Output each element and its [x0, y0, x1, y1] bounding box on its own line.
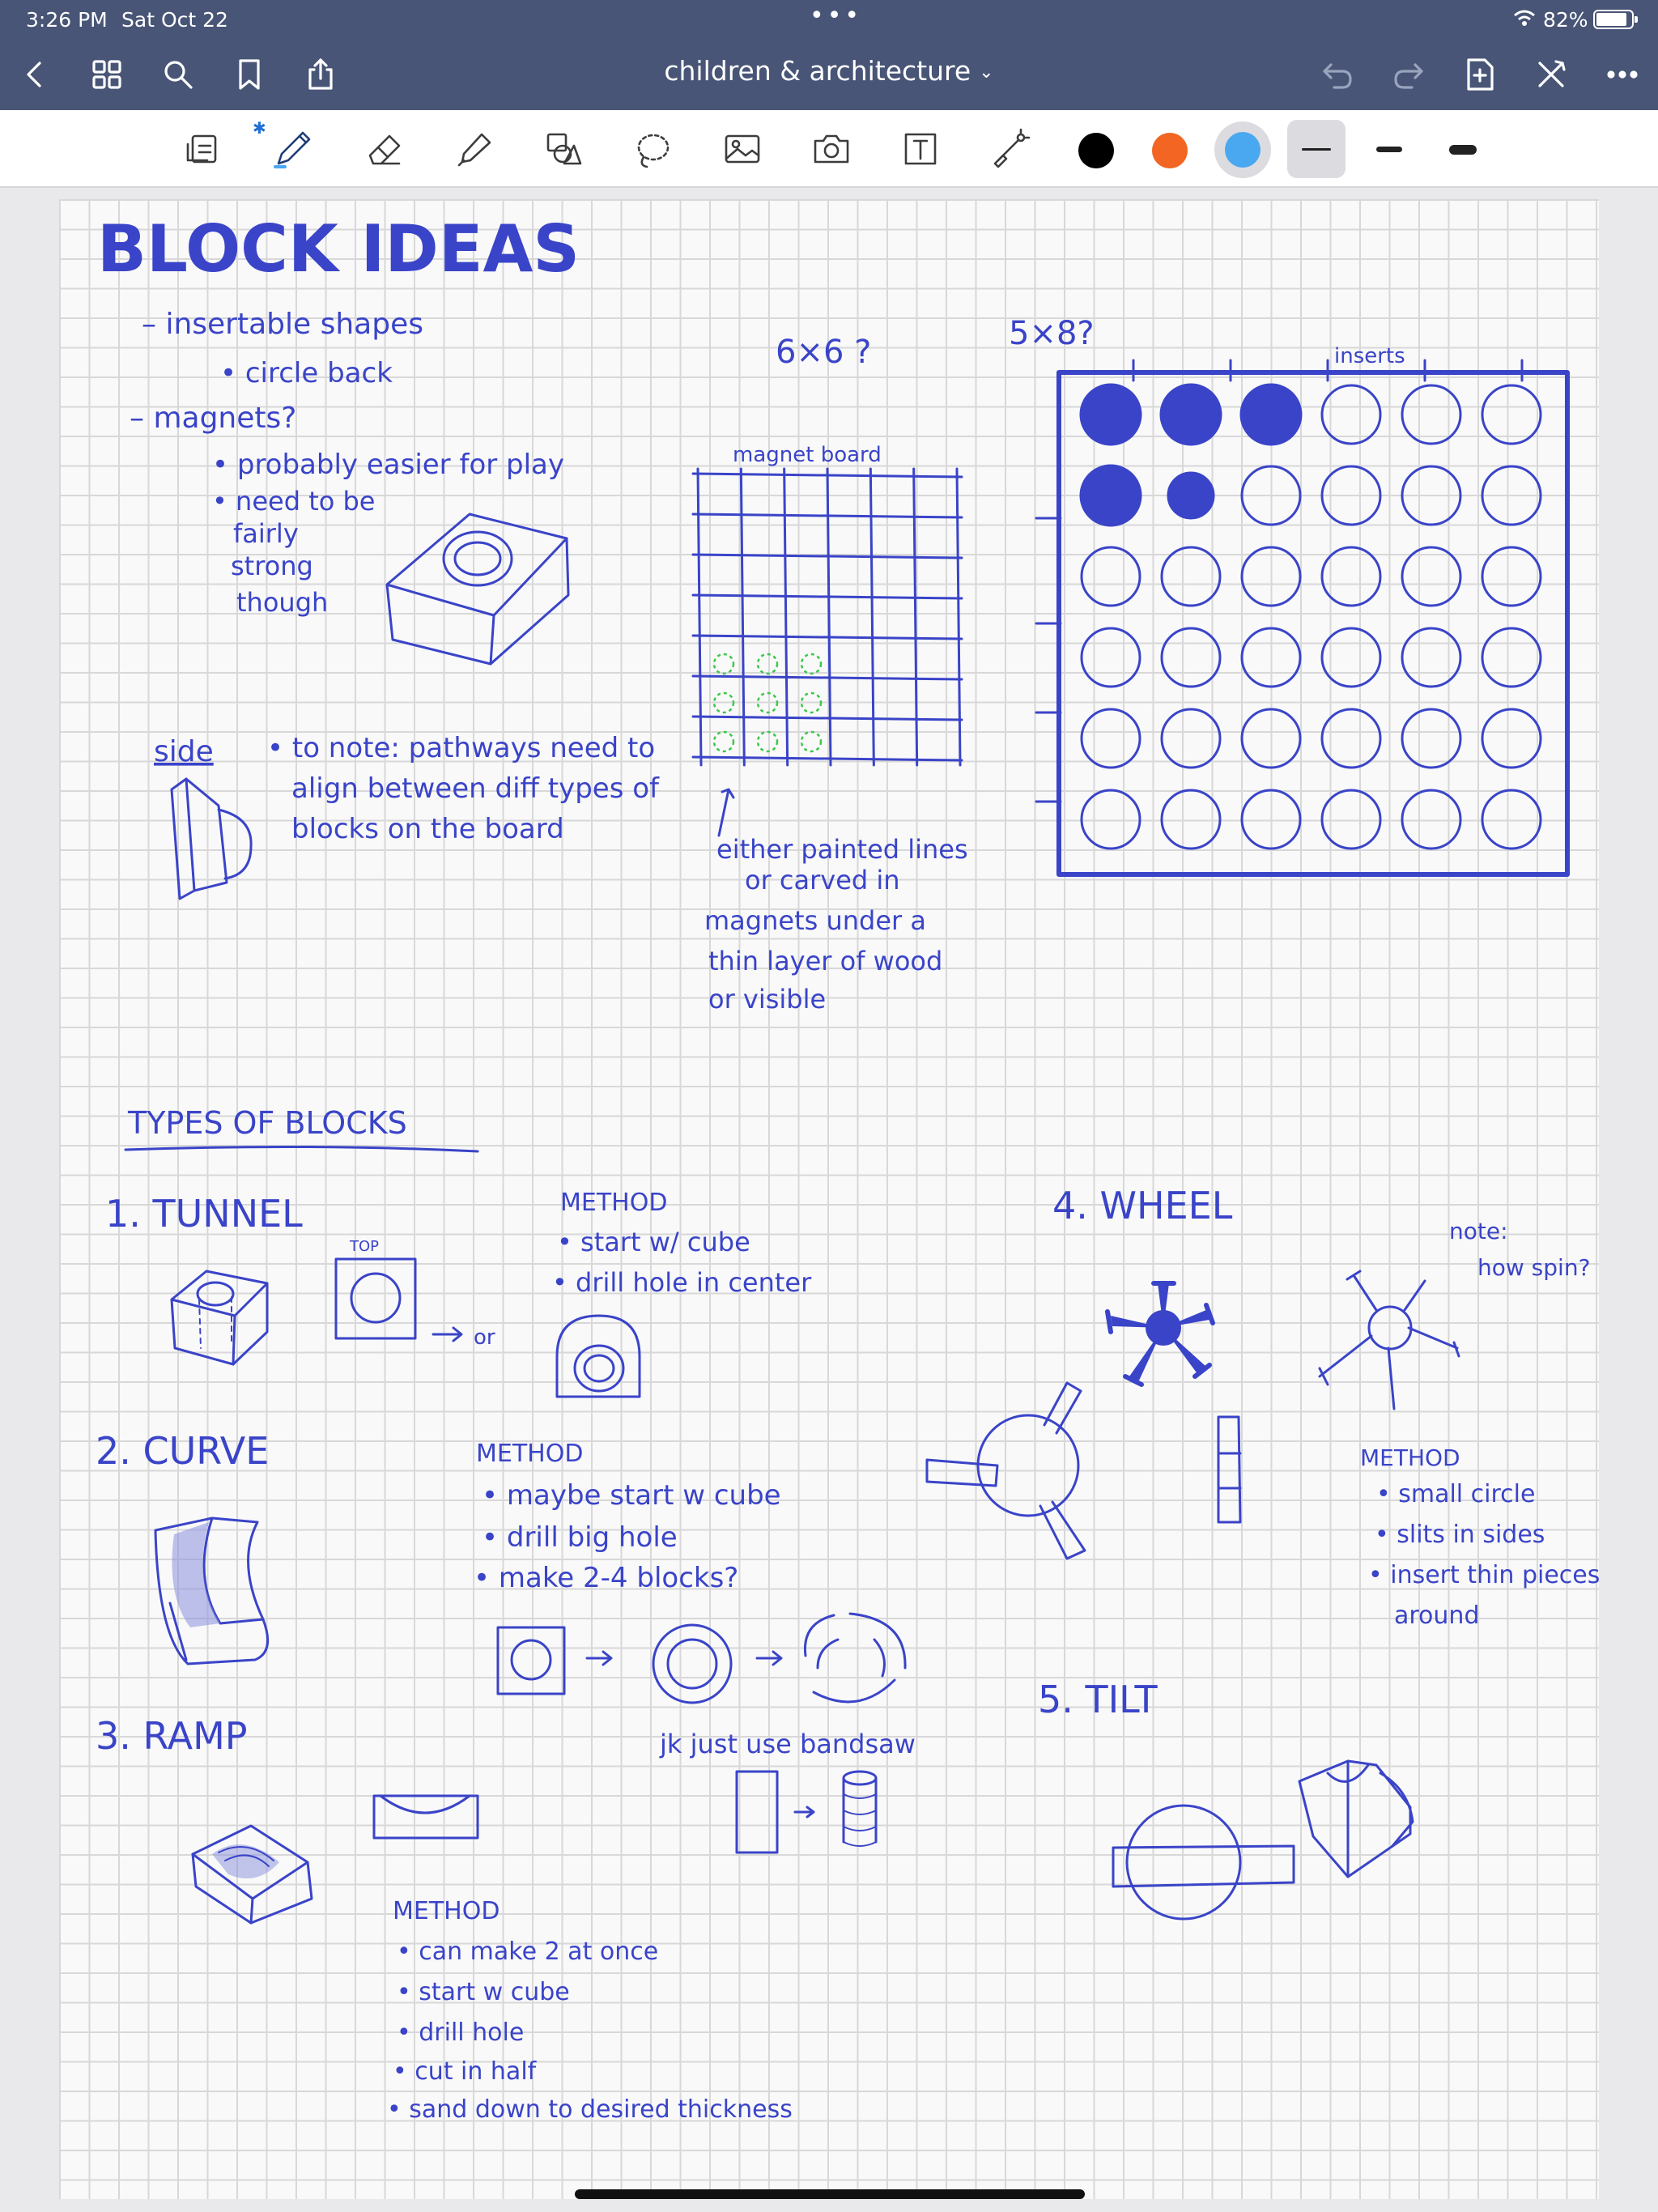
idea-easier: • probably easier for play: [212, 449, 565, 481]
magnet-board-line: [693, 676, 962, 679]
bluetooth-icon: ✱: [253, 118, 266, 138]
wheel-slits-sketch: [1320, 1271, 1459, 1409]
magnet-board-line: [693, 717, 962, 720]
multitasking-dots[interactable]: •••: [810, 2, 863, 30]
either-line1: either painted lines: [716, 834, 968, 865]
wheel-step-4: around: [1394, 1602, 1480, 1630]
idea-though: though: [236, 587, 329, 618]
insert-empty: [1482, 790, 1541, 849]
tunnel-cube-sketch: [172, 1271, 267, 1364]
document-title-text: children & architecture: [664, 55, 971, 87]
insert-empty: [1322, 628, 1380, 687]
magnet-dot-green: [758, 693, 777, 713]
insert-empty: [1402, 547, 1460, 606]
tilt-label: 5. TILT: [1038, 1678, 1158, 1721]
types-heading: TYPES OF BLOCKS: [128, 1105, 407, 1141]
insert-empty: [1162, 709, 1220, 768]
side-label: side: [154, 735, 214, 768]
tunnel-or: or: [474, 1325, 495, 1350]
curve-block-sketch: [155, 1518, 268, 1664]
curve-jk-note: jk just use bandsaw: [660, 1729, 916, 1759]
insert-empty: [1482, 547, 1541, 606]
insert-empty: [1242, 466, 1300, 525]
curve-step-3: • make 2-4 blocks?: [474, 1562, 739, 1594]
ramp-method-label: METHOD: [393, 1897, 500, 1925]
wheel-step-2: • slits in sides: [1375, 1521, 1545, 1549]
pathways-note-line1: • to note: pathways need to: [267, 732, 656, 764]
insert-empty: [1082, 709, 1140, 768]
tunnel-method-label: METHOD: [560, 1189, 668, 1217]
insert-filled: [1161, 385, 1221, 445]
insert-empty: [1402, 790, 1460, 849]
wheel-note-line1: note:: [1449, 1218, 1508, 1244]
magnet-dot-green: [714, 693, 733, 713]
insert-empty: [1162, 628, 1220, 687]
pathways-note-line2: align between diff types of: [291, 772, 660, 805]
magnet-cube-sketch: [387, 514, 568, 664]
insert-empty: [1162, 790, 1220, 849]
curve-process-sketch: [498, 1614, 905, 1703]
either-line4: thin layer of wood: [708, 946, 943, 976]
grid-5x8-label: 5×8?: [1009, 315, 1095, 352]
ramp-step-3: • drill hole: [397, 2018, 525, 2047]
tunnel-step-2: • drill hole in center: [552, 1267, 812, 1298]
wheel-step-1: • small circle: [1376, 1480, 1536, 1508]
arrow-to-board: [719, 789, 733, 836]
magnet-board-line: [827, 469, 831, 765]
status-time: 3:26 PM: [26, 8, 108, 32]
ramp-label: 3. RAMP: [96, 1714, 248, 1758]
ramp-step-5: • sand down to desired thickness: [387, 2095, 793, 2124]
insert-filled: [1081, 385, 1141, 445]
inserts-board-sketch: [1036, 360, 1567, 874]
magnet-board-sketch: [693, 469, 962, 765]
insert-empty: [1402, 709, 1460, 768]
pathways-note-line3: blocks on the board: [291, 813, 564, 845]
bandsaw-sketch: [737, 1772, 876, 1853]
wheel-star-sketch: [1107, 1283, 1213, 1385]
magnet-dot-green: [758, 732, 777, 751]
magnet-board-line: [784, 469, 788, 765]
tunnel-top-label: TOP: [350, 1238, 380, 1255]
insert-empty: [1322, 709, 1380, 768]
idea-circle-back: • circle back: [220, 357, 393, 389]
tunnel-top-view-sketch: [336, 1259, 415, 1338]
ramp-step-4: • cut in half: [393, 2057, 537, 2086]
magnet-board-line: [870, 469, 874, 765]
magnet-board-line: [693, 757, 962, 760]
idea-strong: strong: [231, 551, 313, 581]
ramp-step-2: • start w cube: [397, 1978, 570, 2006]
insert-empty: [1322, 385, 1380, 444]
ramp-profile-sketch: [374, 1796, 478, 1838]
magnet-dot-green: [801, 654, 821, 674]
magnet-dot-green: [714, 654, 733, 674]
insert-filled: [1168, 473, 1214, 518]
insert-empty: [1482, 628, 1541, 687]
either-line3: magnets under a: [704, 905, 926, 936]
idea-need-to-be: • need to be: [212, 486, 376, 517]
grid-6x6-label: 6×6 ?: [776, 334, 872, 371]
insert-empty: [1082, 790, 1140, 849]
wheel-label: 4. WHEEL: [1052, 1184, 1233, 1227]
insert-empty: [1482, 709, 1541, 768]
insert-empty: [1242, 790, 1300, 849]
insert-empty: [1082, 547, 1140, 606]
chevron-down-icon: ⌄: [979, 62, 994, 83]
insert-empty: [1322, 790, 1380, 849]
inserts-label: inserts: [1334, 344, 1405, 368]
magnet-board-label: magnet board: [733, 443, 882, 467]
magnet-dot-green: [714, 732, 733, 751]
magnet-dot-green: [801, 693, 821, 713]
insert-empty: [1402, 466, 1460, 525]
magnet-board-line: [741, 469, 744, 765]
curve-step-2: • drill big hole: [482, 1521, 678, 1554]
tilt-sketch: [1113, 1761, 1413, 1919]
ramp-step-1: • can make 2 at once: [397, 1938, 659, 1966]
insert-filled: [1081, 466, 1141, 525]
either-line5: or visible: [708, 984, 827, 1015]
insert-empty: [1402, 385, 1460, 444]
insert-empty: [1322, 547, 1380, 606]
tunnel-arch-sketch: [557, 1316, 640, 1397]
status-date: Sat Oct 22: [121, 8, 228, 32]
types-underline: [125, 1146, 478, 1151]
tunnel-label: 1. TUNNEL: [105, 1192, 303, 1236]
magnet-dot-green: [758, 654, 777, 674]
magnet-board-line: [693, 636, 962, 639]
insert-empty: [1482, 385, 1541, 444]
insert-empty: [1162, 547, 1220, 606]
insert-empty: [1242, 547, 1300, 606]
insert-empty: [1402, 628, 1460, 687]
either-line2: or carved in: [745, 865, 900, 895]
home-indicator[interactable]: [575, 2189, 1085, 2199]
magnet-board-line: [693, 595, 962, 598]
insert-empty: [1482, 466, 1541, 525]
idea-insertable: – insertable shapes: [142, 308, 423, 341]
battery-percent: 82%: [1543, 8, 1588, 32]
insert-empty: [1322, 466, 1380, 525]
tunnel-step-1: • start w/ cube: [557, 1227, 750, 1257]
curve-label: 2. CURVE: [96, 1429, 270, 1473]
tunnel-arrow: [433, 1328, 461, 1341]
wheel-method-label: METHOD: [1360, 1444, 1460, 1471]
idea-magnets: – magnets?: [130, 402, 297, 435]
magnet-dot-green: [801, 732, 821, 751]
insert-empty: [1242, 709, 1300, 768]
curve-method-label: METHOD: [476, 1440, 584, 1468]
insert-empty: [1242, 628, 1300, 687]
ramp-block-sketch: [193, 1826, 312, 1923]
note-title: BLOCK IDEAS: [97, 211, 580, 287]
insert-empty: [1082, 628, 1140, 687]
magnet-board-line: [914, 469, 917, 765]
wheel-step-3: • insert thin pieces: [1368, 1561, 1601, 1589]
side-view-sketch: [172, 779, 251, 899]
idea-fairly: fairly: [233, 518, 299, 549]
curve-step-1: • maybe start w cube: [482, 1479, 781, 1512]
wheel-side-sketch: [927, 1383, 1240, 1559]
wheel-note-line2: how spin?: [1477, 1254, 1591, 1281]
insert-filled: [1241, 385, 1301, 445]
